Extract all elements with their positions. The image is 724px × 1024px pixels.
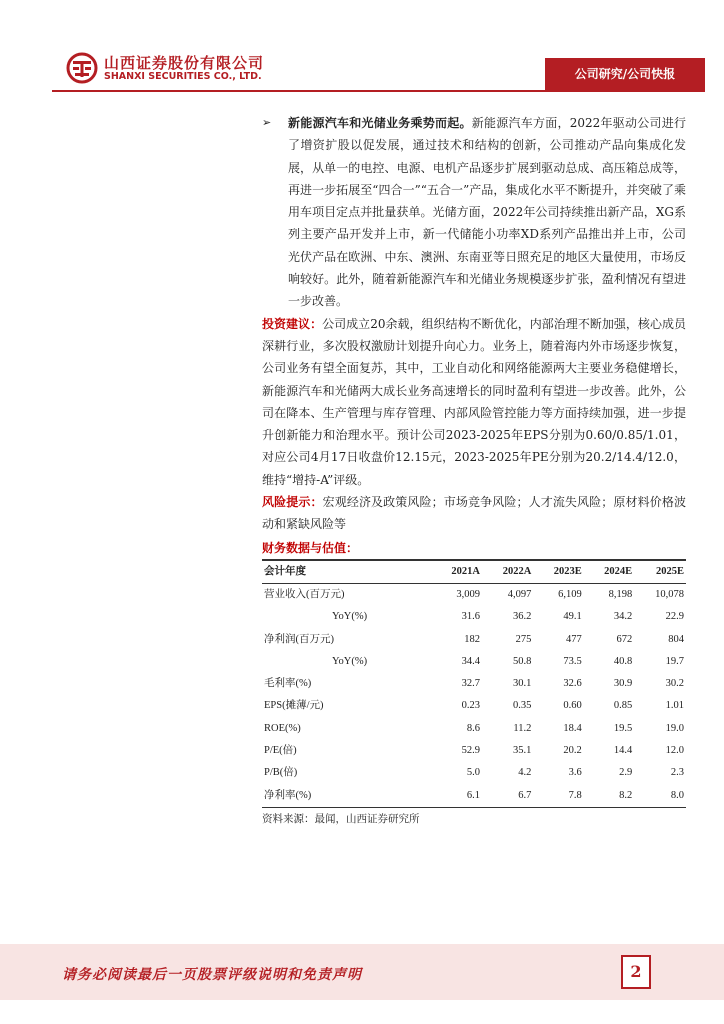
table-cell: 8.2 [619,789,633,801]
table-cell: 4,097 [507,588,532,600]
table-cell: 30.2 [665,678,684,690]
investment-body: 公司成立20余载，组织结构不断优化，内部治理不断加强，核心成员深耕行业，多次股权激励计划提升向心力。业务上，随着海内外市场逐步恢复，公司业务有望全面复苏，其中，工业自动化和网络能源两大主要业务稳健增长，新能源汽车和光储两大成长业务高速增长的同时盈利有望进一步改善。此外，公司在降本、生产管理与库存管理、内部风险管控能力等方面持续加强，进一步提升创新能力和治理水平。预计公司2023-2025年EPS分别为0.60/0.85/1.01，对应公司4月17日收盘价12.15元，2023-2025年PE分别为20.2/14.4/12.0，维持“增持-A”评级。 [262,316,686,487]
table-cell: 182 [464,633,481,645]
table-cell: 30.9 [613,678,633,690]
header-rule [52,90,705,92]
company-name-cn: 山西证券股份有限公司 [104,54,265,72]
row-label: 毛利率(%) [264,678,312,690]
header-cell: 2024E [604,565,633,577]
page-header [0,0,724,100]
row-label: P/E(倍) [264,745,297,757]
risk-warning [262,491,686,536]
table-cell: 34.4 [461,655,481,667]
report-category-tag: 公司研究/公司快报 [545,58,705,90]
table-cell: 0.23 [461,700,481,712]
table-cell: 2.9 [619,767,633,779]
table-cell: 22.9 [665,611,684,623]
row-label: 营业收入(百万元) [264,588,345,600]
table-cell: 275 [515,633,532,645]
table-cell: 2.3 [670,767,684,779]
header-cell: 2023E [553,565,582,577]
table-cell: 32.6 [563,678,582,690]
table-cell: 10,078 [655,588,684,600]
header-cell: 会计年度 [264,565,306,577]
table-row [262,695,686,717]
company-name-en: SHANXI SECURITIES CO., LTD. [104,71,262,82]
row-label: YoY(%) [332,611,368,623]
row-label: 净利率(%) [264,789,312,801]
footer-disclaimer: 请务必阅读最后一页股票评级说明和免责声明 [62,967,362,983]
table-row [262,651,686,673]
table-cell: 3,009 [456,588,481,600]
investment-label: 投资建议： [262,316,323,331]
bullet-text [288,112,686,313]
row-label: 净利润(百万元) [264,633,334,645]
table-cell: 0.60 [563,700,582,712]
table-cell: 18.4 [563,722,582,734]
table-cell: 8,198 [608,588,633,600]
company-logo-icon [66,52,98,84]
table-cell: 672 [616,633,633,645]
table-header-row [262,560,686,584]
investment-advice [262,313,686,491]
table-cell: 50.8 [512,655,532,667]
table-cell: 804 [668,633,684,645]
table-cell: 12.0 [665,745,684,757]
financial-title: 财务数据与估值： [262,540,359,555]
table-row [262,762,686,784]
header-cell: 2021A [451,565,481,577]
table-cell: 20.2 [563,745,582,757]
row-label: EPS(摊薄/元) [264,700,324,712]
table-cell: 35.1 [512,745,532,757]
table-cell: 19.0 [665,722,684,734]
page-number: 2 [621,955,651,989]
table-cell: 40.8 [613,655,633,667]
table-row [262,629,686,651]
table-row [262,606,686,628]
table-cell: 0.35 [512,700,532,712]
table-cell: 31.6 [461,611,481,623]
table-cell: 7.8 [568,789,582,801]
table-row [262,740,686,762]
row-label: P/B(倍) [264,767,298,779]
arrow-bullet-icon: ➢ [262,116,272,129]
table-cell: 73.5 [563,655,582,667]
table-row [262,785,686,808]
main-content [262,112,686,828]
table-cell: 11.2 [513,722,532,734]
table-cell: 1.01 [665,700,684,712]
financial-table-body [262,583,686,807]
table-cell: 4.2 [518,767,532,779]
bullet-paragraph [262,112,686,313]
bullet-body: 新能源汽车方面，2022年驱动公司进行了增资扩股以促发展，通过技术和结构的创新，公司推动产品向集成化发展，从单一的电控、电源、电机产品逐步扩展到驱动总成、高压箱总成等，再进一步拓展至“四合一”“五合一”产品，集成化水平不断提升，并突破了乘用车项目定点并批量获单。光储方面，2022年公司持续推出新产品，XG系列主要产品开发并上市，新一代储能小功率XD系列产品推出并上市，公司光伏产品在欧洲、中东、澳洲、东南亚等日照充足的地区大量使用，市场反响较好。此外，随着新能源汽车和光储业务规模逐步扩张，盈利情况有望进一步改善。 [288,116,686,309]
table-cell: 8.0 [670,789,684,801]
table-cell: 19.7 [665,655,684,667]
table-cell: 6.7 [518,789,532,801]
table-cell: 0.85 [613,700,633,712]
table-cell: 14.4 [613,745,633,757]
risk-body: 宏观经济及政策风险；市场竞争风险；人才流失风险；原材料价格波动和紧缺风险等 [262,495,686,532]
header-cell: 2022A [502,565,532,577]
table-cell: 36.2 [512,611,532,623]
table-row [262,673,686,695]
bullet-title: 新能源汽车和光储业务乘势而起。 [288,116,472,130]
row-label: YoY(%) [332,655,368,667]
table-cell: 6,109 [558,588,582,600]
risk-label: 风险提示： [262,495,323,510]
header-cell: 2025E [655,565,684,577]
table-cell: 32.7 [461,678,481,690]
table-cell: 3.6 [568,767,582,779]
table-cell: 34.2 [613,611,633,623]
table-cell: 5.0 [466,767,481,779]
financial-table [262,559,686,808]
row-label: ROE(%) [264,722,301,734]
table-row [262,583,686,606]
table-cell: 19.5 [613,722,633,734]
table-cell: 49.1 [563,611,582,623]
table-row [262,718,686,740]
table-cell: 30.1 [512,678,532,690]
table-cell: 52.9 [461,745,481,757]
table-cell: 8.6 [466,722,481,734]
data-source: 资料来源：最闻，山西证券研究所 [262,812,420,825]
table-cell: 6.1 [466,789,481,801]
table-cell: 477 [566,633,582,645]
